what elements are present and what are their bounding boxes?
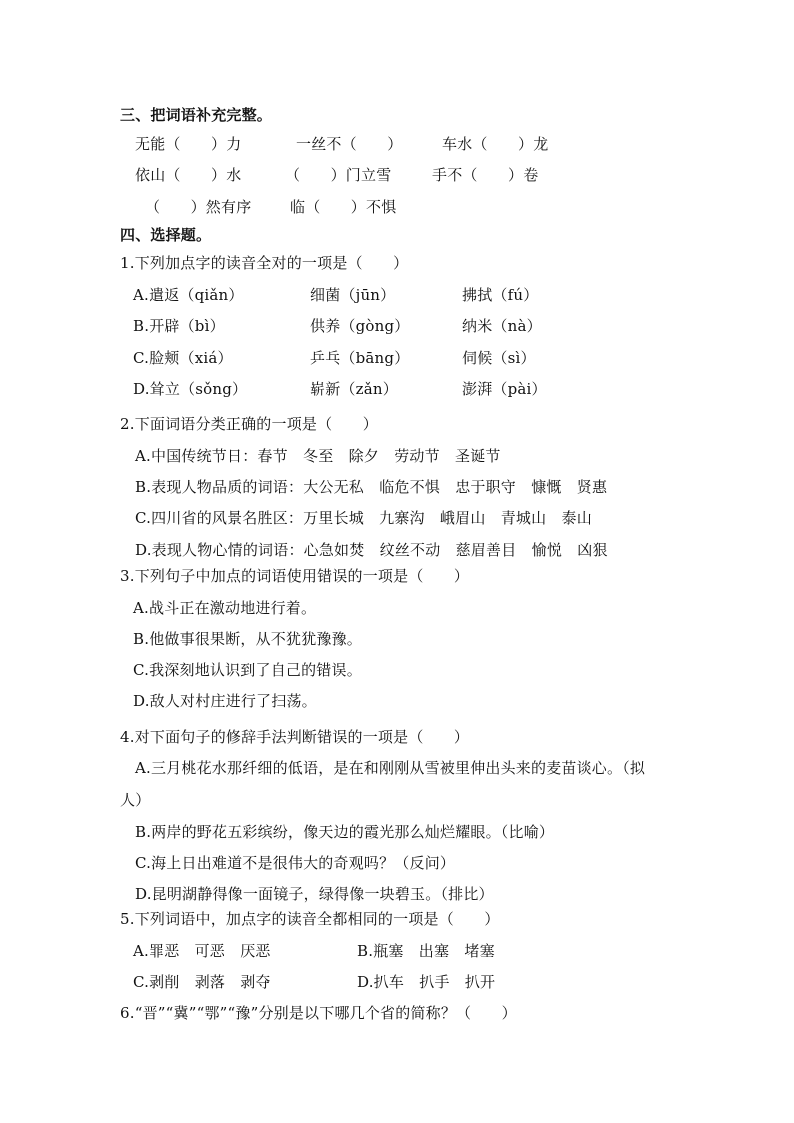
option-line: C.四川省的风景名胜区：万里长城 九寨沟 峨眉山 青城山 泰山 bbox=[135, 509, 592, 527]
question-3-stem: 3.下列句子中加点的词语使用错误的一项是（ ） bbox=[120, 567, 470, 585]
option-cell: B.开辟（bì） bbox=[133, 317, 225, 335]
option-line: C.我深刻地认识到了自己的错误。 bbox=[133, 661, 362, 679]
option-cell: C.剥削 剥落 剥夺 bbox=[133, 973, 271, 991]
option-line: B.表现人物品质的词语：大公无私 临危不惧 忠于职守 慷慨 贤惠 bbox=[135, 478, 608, 496]
section-3-heading: 三、把词语补充完整。 bbox=[120, 106, 273, 124]
option-cell: 乒乓（bāng） bbox=[310, 349, 410, 367]
question-5-stem: 5.下列词语中，加点字的读音全都相同的一项是（ ） bbox=[120, 910, 500, 928]
fill-item: 手不（ ）卷 bbox=[432, 166, 539, 184]
option-line: A.战斗正在激动地进行着。 bbox=[133, 599, 317, 617]
option-cell: D.耸立（sǒng） bbox=[133, 380, 248, 398]
option-cell: 纳米（nà） bbox=[462, 317, 542, 335]
option-cell: B.瓶塞 出塞 堵塞 bbox=[357, 942, 495, 960]
option-line: C.海上日出难道不是很伟大的奇观吗？（反问） bbox=[135, 854, 456, 872]
option-line: D.昆明湖静得像一面镜子，绿得像一块碧玉。（排比） bbox=[135, 885, 494, 903]
question-6-stem: 6.“晋”“冀”“鄂”“豫”分别是以下哪几个省的简称？（ ） bbox=[120, 1004, 517, 1022]
fill-item: （ ）门立雪 bbox=[285, 166, 392, 184]
option-cell: A.遣返（qiǎn） bbox=[133, 286, 244, 304]
option-cell: 细菌（jūn） bbox=[310, 286, 396, 304]
option-line-wrap: 人） bbox=[120, 791, 151, 809]
option-cell: 崭新（zǎn） bbox=[310, 380, 398, 398]
option-cell: 澎湃（pài） bbox=[462, 380, 547, 398]
option-cell: C.脸颊（xiá） bbox=[133, 349, 233, 367]
option-cell: 伺候（sì） bbox=[462, 349, 536, 367]
section-4-heading: 四、选择题。 bbox=[120, 226, 212, 244]
option-line: D.敌人对村庄进行了扫荡。 bbox=[133, 692, 317, 710]
option-cell: 供养（gòng） bbox=[310, 317, 410, 335]
option-line: D.表现人物心情的词语：心急如焚 纹丝不动 慈眉善目 愉悦 凶狠 bbox=[135, 541, 608, 559]
fill-item: 依山（ ）水 bbox=[135, 166, 242, 184]
question-4-stem: 4.对下面句子的修辞手法判断错误的一项是（ ） bbox=[120, 728, 470, 746]
option-line: A.中国传统节日：春节 冬至 除夕 劳动节 圣诞节 bbox=[135, 447, 501, 465]
fill-item: （ ）然有序 bbox=[145, 198, 252, 216]
option-cell: D.扒车 扒手 扒开 bbox=[357, 973, 496, 991]
option-line: B.他做事很果断，从不犹犹豫豫。 bbox=[133, 630, 362, 648]
option-line: B.两岸的野花五彩缤纷，像天边的霞光那么灿烂耀眼。（比喻） bbox=[135, 823, 555, 841]
question-2-stem: 2.下面词语分类正确的一项是（ ） bbox=[120, 415, 378, 433]
fill-item: 无能（ ）力 bbox=[135, 135, 242, 153]
option-cell: 拂拭（fú） bbox=[462, 286, 539, 304]
option-line: A.三月桃花水那纤细的低语，是在和刚刚从雪被里伸出头来的麦苗谈心。（拟 bbox=[135, 759, 646, 777]
fill-item: 临（ ）不惧 bbox=[290, 198, 397, 216]
option-cell: A.罪恶 可恶 厌恶 bbox=[133, 942, 271, 960]
fill-item: 车水（ ）龙 bbox=[442, 135, 549, 153]
fill-item: 一丝不（ ） bbox=[296, 135, 403, 153]
question-1-stem: 1.下列加点字的读音全对的一项是（ ） bbox=[120, 254, 409, 272]
